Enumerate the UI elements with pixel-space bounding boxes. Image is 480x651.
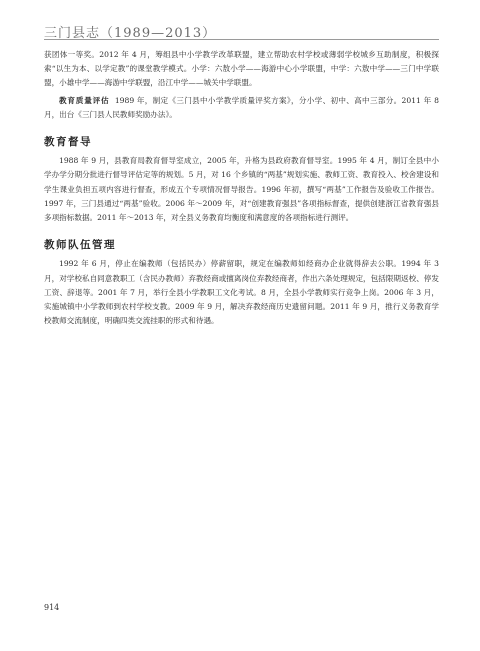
paragraph-supervision: 1988 年 9 月，县教育局教育督导室成立，2005 年，升格为县政府教育督导室。1995 年 4 月，制订全县中小学办学分期分批进行督导评估定等的规划。5 月，对 16 个乡镇的“两基”规划实施、教师工资、教育投入、校舍建设和学生课业负担五项内容进行督查，形成五个专项情况督导报告。1996 年初，撰写“两基”工作报告及验收工作报告。1997 年，三门县通过“两基”验收。2006 年～2009 年，对“创建教育强县”各项指标督查，提供创建浙江省教育强县多项指标数据。2011 年～2013 年，对全县义务教育均衡度和满意度的各项指标进行测评。 — [44, 156, 439, 223]
paragraph-quality-assessment — [44, 94, 439, 122]
page-number: 914 — [44, 603, 60, 612]
section-heading-supervision: 教育督导 — [44, 136, 92, 149]
quality-text: 1989 年，制定《三门县中小学教学质量评奖方案》，分小学、初中、高中三部分。2011 年 8 月，出台《三门县人民教师奖励办法》。 — [44, 95, 440, 119]
page-body — [44, 48, 439, 328]
runin-heading-quality: 教育质量评估 — [59, 95, 110, 105]
header-rule — [44, 39, 439, 40]
section-heading-teachers: 教师队伍管理 — [44, 239, 116, 252]
running-header: 三门县志（1989—2013） — [44, 26, 217, 41]
paragraph-teachers: 1992 年 6 月，停止在编教师（包括民办）停薪留职，规定在编教师如经商办企业就得辞去公职。1994 年 3 月，对学校私自同意教职工（含民办教师）弃教经商或擅离岗位弃教经商者，作出六条处理规定，包括限期返校、停发工资、辞退等。2001 年 7 月，举行全县小学教职工文化考试。8 月，全县小学教师实行竞争上岗。2006 年 3 月，实施城镇中小学教师到农村学校支教。2009 年 9 月，解决弃教经商历史遗留问题。2011 年 9 月，推行义务教育学校教师交流制度，明确四类交流挂职的形式和待遇。 — [44, 259, 439, 326]
paragraph-continuation: 获团体一等奖。2012 年 4 月，筹组县中小学教学改革联盟，建立帮助农村学校或薄弱学校城乡互助制度，积极探索“以生为本、以学定教”的课堂教学模式。小学：六敖小学——海游中心小学联盟，中学：六敖中学——三门中学联盟，小雄中学——海游中学联盟，沿江中学——城关中学联盟。 — [44, 50, 439, 88]
